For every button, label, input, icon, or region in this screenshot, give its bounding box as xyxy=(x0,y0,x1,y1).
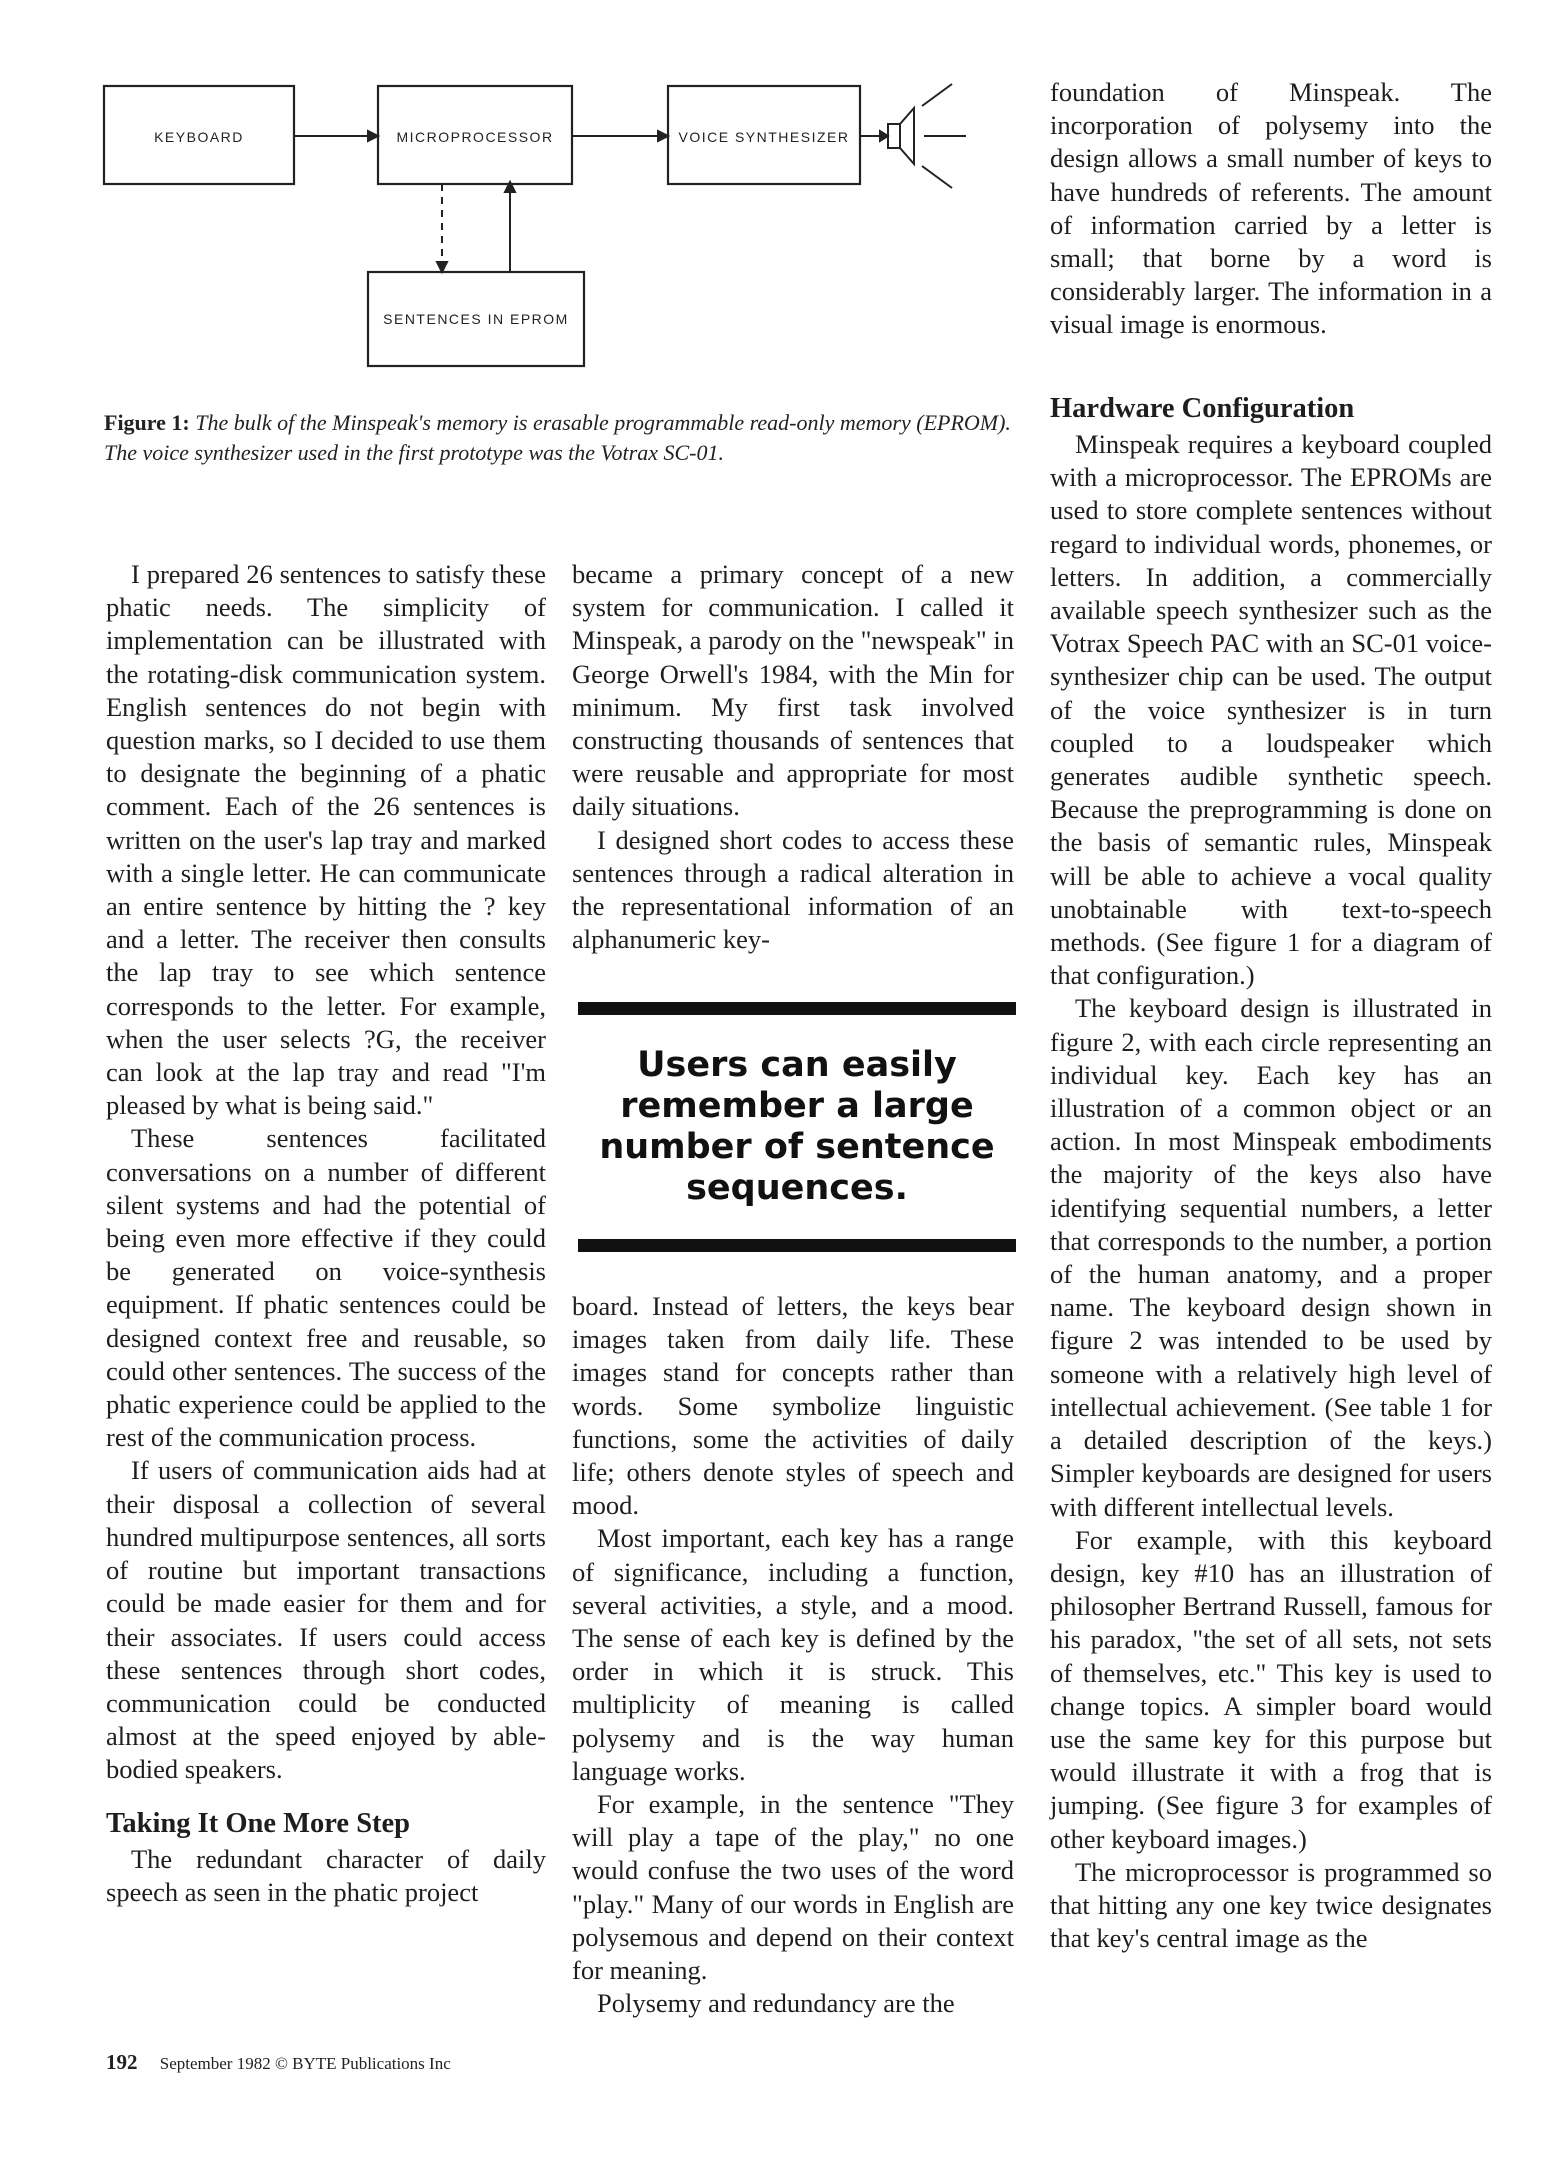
paragraph: Most important, each key has a range of significance, including a function, several activities, a style, and a mood. The sense of each key is defined by the order in which it is struck. This multiplicity of meaning is called polysemy and is the way human language works. xyxy=(572,1523,1014,1786)
paragraph: I designed short codes to access these sentences through a radical alteration in the representational information of an alphanumeric key- xyxy=(572,824,1014,955)
column-2-top xyxy=(572,558,1014,956)
page-footer xyxy=(106,2050,451,2075)
paragraph: If users of communication aids had at their disposal a collection of several hundred multipurpose sentences, all sorts of routine but important transactions could be made easier for them and for their associates. If users could access these sentences through short codes, communication could be conducted almost at the speed enjoyed by able-bodied speakers. xyxy=(106,1455,546,1785)
paragraph: The microprocessor is programmed so that hitting any one key twice designates that key's central image as the xyxy=(1050,1856,1492,1954)
pull-quote xyxy=(578,1002,1016,1252)
paragraph: For example, with this keyboard design, key #10 has an illustration of philosopher Bertrand Russell, famous for his paradox, "the set of all sets, not sets of themselves, etc." This key is used to change topics. A simpler board would use the same key for this purpose but would illustrate it with a frog that is jumping. (See figure 3 for examples of other keyboard images.) xyxy=(1050,1524,1492,1854)
column-1 xyxy=(106,558,546,1909)
figure-caption xyxy=(104,408,1014,468)
pull-quote-rule-bottom xyxy=(578,1239,1016,1252)
pull-quote-rule-top xyxy=(578,1002,1016,1015)
section-heading: Taking It One More Step xyxy=(106,1807,411,1839)
paragraph: foundation of Minspeak. The incorporation of polysemy into the design allows a small number of keys to have hundreds of referents. The amount of information carried by a letter is small; that borne by a word is considerably larger. The information in a visual image is enormous. xyxy=(1050,77,1492,340)
column-2-bottom xyxy=(572,1290,1014,2020)
footer-text: September 1982 © BYTE Publications Inc xyxy=(159,2054,451,2073)
paragraph: The keyboard design is illustrated in figure 2, with each circle representing an individual key. Each key has an illustration of a common object or an action. In most Minspeak embodiments the majority of the keys also have identifying sequential numbers, a letter that corresponds to the number, a portion of the human anatomy, and a proper name. The keyboard design shown in figure 2 was intended to be used by someone with a relatively high level of intellectual achievement. (See table 1 for a detailed description of the keys.) Simpler keyboards are designed for users with different intellectual levels. xyxy=(1050,993,1492,1522)
voice-synthesizer-label: VOICE SYNTHESIZER xyxy=(678,129,850,145)
paragraph: For example, in the sentence "They will play a tape of the play," no one would confuse the two uses of the word "play." Many of our words in English are polysemous and depend on their context for meaning. xyxy=(572,1789,1014,1986)
paragraph: I prepared 26 sentences to satisfy these phatic needs. The simplicity of implementation can be illustrated with the rotating-disk communication system. English sentences do not begin with question marks, so I decided to use them to designate the beginning of a phatic comment. Each of the 26 sentences is written on the user's lap tray and marked with a single letter. He can communicate an entire sentence by hitting the ? key and a letter. The receiver then consults the lap tray to see which sentence corresponds to the letter. For example, when the user selects ?G, the receiver can look at the lap tray and read "I'm pleased by what is being said." xyxy=(106,559,546,1121)
paragraph: These sentences facilitated conversations on a number of different silent systems and had the potential of being even more effective if they could be generated on voice-synthesis equipment. If phatic sentences could be designed context free and reusable, so could other sentences. The success of the phatic experience could be applied to the rest of the communication process. xyxy=(106,1123,546,1453)
caption-text: The bulk of the Minspeak's memory is erasable programmable read-only memory (EPROM). The voice synthesizer used in the first prototype was the Votrax SC-01. xyxy=(104,410,1011,465)
paragraph: Polysemy and redundancy are the xyxy=(597,1988,955,2019)
section-heading: Hardware Configuration xyxy=(1050,393,1355,424)
keyboard-label: KEYBOARD xyxy=(154,129,244,145)
paragraph: The redundant character of daily speech as seen in the phatic project xyxy=(106,1843,546,1907)
pull-quote-text: Users can easily remember a large number of sentence sequences. xyxy=(599,1045,995,1208)
caption-label: Figure 1: xyxy=(104,410,190,435)
speaker-icon xyxy=(888,84,966,188)
figure-1-diagram xyxy=(100,70,1000,380)
microprocessor-label: MICROPROCESSOR xyxy=(396,129,554,145)
page-number: 192 xyxy=(106,2050,138,2074)
paragraph: Minspeak requires a keyboard coupled with a microprocessor. The EPROMs are used to store complete sentences without regard to individual words, phonemes, or letters. In addition, a commercially available speech synthesizer such as the Votrax Speech PAC with an SC-01 voice-synthesizer chip can be used. The output of the voice synthesizer is in turn coupled to a loudspeaker which generates audible synthetic speech. Because the preprogramming is done on the basis of semantic rules, Minspeak will be able to achieve a vocal quality unobtainable with text-to-speech methods. (See figure 1 for a diagram of that configuration.) xyxy=(1050,429,1492,991)
eprom-label: SENTENCES IN EPROM xyxy=(383,311,569,327)
column-3-main xyxy=(1050,392,1492,1955)
paragraph: became a primary concept of a new system for communication. I called it Minspeak, a parody on the "newspeak" in George Orwell's 1984, with the Min for minimum. My first task involved constructing thousands of sentences that were reusable and appropriate for most daily situations. xyxy=(572,559,1014,822)
column-3-top xyxy=(1050,76,1492,342)
paragraph: board. Instead of letters, the keys bear images taken from daily life. These images stand for concepts rather than words. Some symbolize linguistic functions, some the activities of daily life; others denote styles of speech and mood. xyxy=(572,1291,1014,1521)
